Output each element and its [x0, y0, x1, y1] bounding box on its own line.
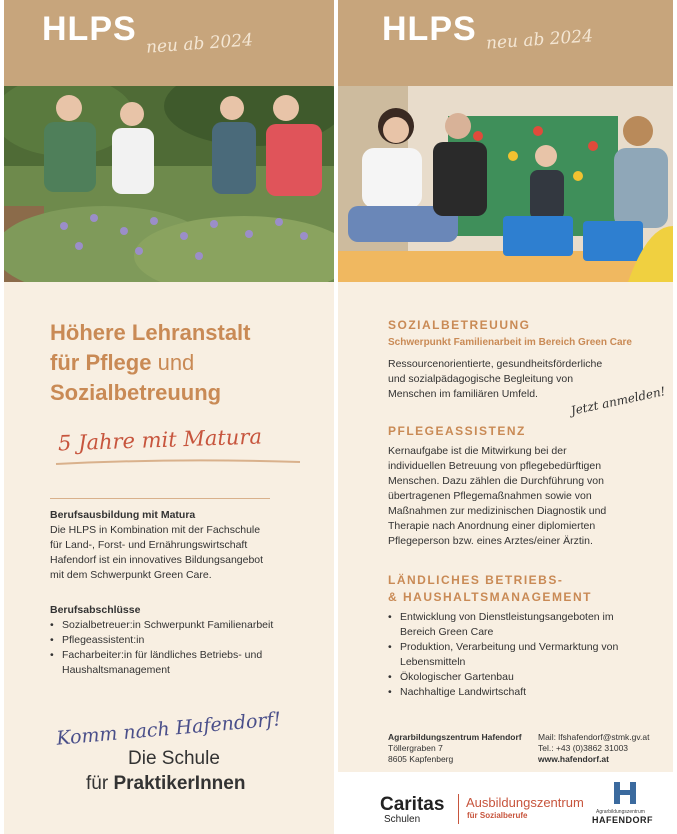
list-item: • Produktion, Verarbeitung und Vermarktung von Lebensmitteln	[388, 640, 638, 670]
title-line-2	[50, 348, 251, 378]
brand-hlps: HLPS	[42, 10, 137, 48]
land-heading-line-2: & HAUSHALTSMANAGEMENT	[388, 590, 592, 604]
ausbildung-heading: Berufsausbildung mit Matura	[50, 509, 196, 521]
matura-script: 5 Jahre mit Matura	[57, 424, 263, 456]
land-list	[388, 610, 638, 700]
right-panel	[338, 0, 673, 834]
sozial-line: Ressourcenorientierte, gesundheitsförderliche	[388, 358, 603, 370]
schule-line-2	[86, 773, 245, 795]
left-panel	[4, 0, 334, 834]
divider	[50, 498, 270, 499]
anmelden-script: Jetzt anmelden!	[569, 384, 667, 418]
hafendorf-icon	[612, 780, 638, 806]
contact-tel[interactable]: Tel.: +43 (0)3862 31003	[538, 743, 629, 753]
title-line-2-bold: für Pflege	[50, 350, 152, 375]
pflege-line: Therapie nach Anordnung einer diplomierten	[388, 520, 596, 532]
list-item: • Entwicklung von Dienstleistungsangeboten im Bereich Green Care	[388, 610, 638, 640]
land-heading	[388, 572, 592, 606]
contact-info	[538, 732, 668, 765]
matura-underline	[54, 456, 304, 468]
title-line-2-light: und	[151, 350, 195, 375]
contact-city: 8605 Kapfenberg	[388, 754, 454, 764]
pflege-line: Maßnahmen zur medizinischen Diagnostik und	[388, 505, 607, 517]
contact-web[interactable]: www.hafendorf.at	[538, 754, 609, 764]
classroom-photo	[338, 86, 673, 282]
sozial-subheading: Schwerpunkt Familienarbeit im Bereich Green Care	[388, 337, 632, 348]
pflege-text	[388, 444, 663, 549]
abz-sub: für Sozialberufe	[467, 811, 528, 820]
list-item: • Sozialbetreuer:in Schwerpunkt Familienarbeit	[50, 618, 300, 633]
pflege-line: übertragenen Pflegemaßnahmen sowie von	[388, 490, 592, 502]
pflege-line: Kernaufgabe ist die Mitwirkung bei der	[388, 445, 567, 457]
sozial-line: und sozialpädagogische Begleitung von	[388, 373, 574, 385]
slogan-script: Komm nach Hafendorf!	[55, 708, 282, 750]
list-item: • Pflegeassistent:in	[50, 633, 300, 648]
abschluesse-block	[50, 603, 300, 678]
ausbildung-line: für Land-, Forst- und Ernährungswirtschaft	[50, 539, 248, 551]
tagline-neu: neu ab 2024	[145, 30, 254, 58]
left-header	[4, 0, 334, 86]
ausbildung-line: mit dem Schwerpunkt Green Care.	[50, 569, 212, 581]
schule-line-1: Die Schule	[128, 748, 220, 769]
abschluesse-list	[50, 618, 300, 678]
sozial-heading: SOZIALBETREUUNG	[388, 318, 531, 332]
abz-logo: Ausbildungszentrum	[466, 795, 584, 810]
page-title	[50, 318, 251, 408]
ausbildung-line: Hafendorf ist ein innovatives Bildungsangebot	[50, 554, 264, 566]
contact-street: Töllergraben 7	[388, 743, 443, 753]
pflege-heading: PFLEGEASSISTENZ	[388, 424, 526, 438]
title-line-1: Höhere Lehranstalt	[50, 320, 251, 345]
contact-org: Agrarbildungszentrum Hafendorf	[388, 732, 522, 742]
schule-line-2-prefix: für	[86, 773, 114, 794]
pflege-line: Pflegeperson bzw. eines Arztes/einer Ärztin.	[388, 535, 593, 547]
tagline-neu: neu ab 2024	[485, 26, 594, 54]
hafendorf-name: HAFENDORF	[592, 815, 653, 825]
list-item: • Nachhaltige Landwirtschaft	[388, 685, 638, 700]
logo-divider	[458, 794, 459, 824]
ausbildung-block	[50, 508, 310, 583]
brand-hlps: HLPS	[382, 10, 477, 48]
list-item: • Facharbeiter:in für ländliches Betriebs- und Haushaltsmanagement	[50, 648, 300, 678]
sozial-line: Menschen im familiären Umfeld.	[388, 388, 538, 400]
land-block	[388, 610, 638, 700]
pflege-line: Menschen. Dazu zählen die Durchführung von	[388, 475, 604, 487]
schule-line-2-bold: PraktikerInnen	[113, 773, 246, 794]
contact-mail[interactable]: Mail: lfshafendorf@stmk.gv.at	[538, 732, 650, 742]
right-header	[338, 0, 673, 86]
land-heading-line-1: LÄNDLICHES BETRIEBS-	[388, 573, 564, 587]
abschluesse-heading: Berufsabschlüsse	[50, 604, 141, 616]
hafendorf-sub: Agrarbildungszentrum	[596, 809, 645, 815]
ausbildung-line: Die HLPS in Kombination mit der Fachschule	[50, 524, 261, 536]
caritas-sub: Schulen	[384, 814, 421, 825]
contact-address	[388, 732, 538, 765]
garden-photo	[4, 86, 334, 282]
caritas-logo: Caritas	[380, 794, 445, 815]
list-item: • Ökologischer Gartenbau	[388, 670, 638, 685]
title-line-3: Sozialbetreuung	[50, 380, 222, 405]
pflege-line: individuellen Betreuung von pflegebedürftigen	[388, 460, 602, 472]
